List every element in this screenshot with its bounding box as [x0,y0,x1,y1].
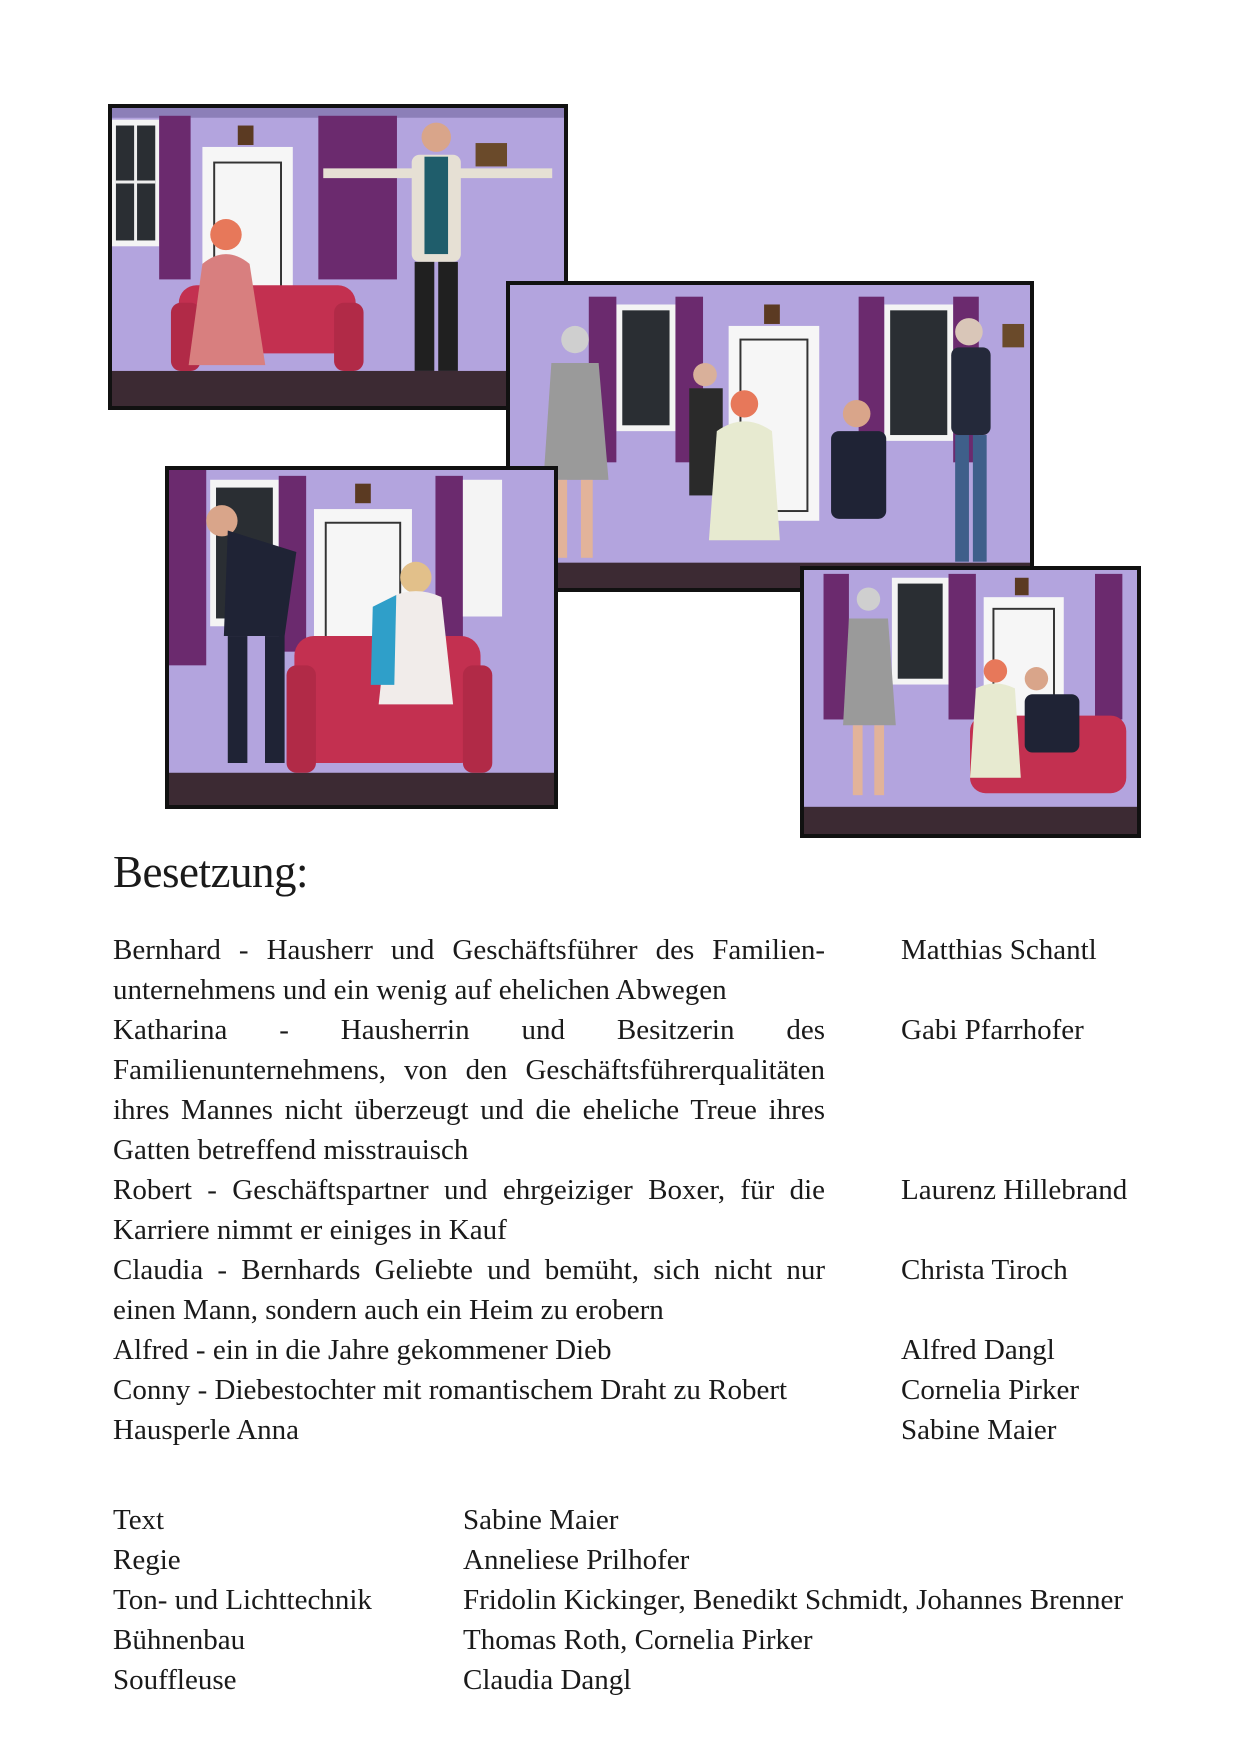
role-description: Bernhard - Hausherr und Geschäftsführer des Familien-unternehmens und ein wenig auf ehelichen Abwegen [113,934,825,1006]
actor-name: Laurenz Hillebrand [901,1174,1128,1206]
credit-names: Sabine Maier [463,1504,619,1536]
scene-photo-2 [506,281,1034,592]
credit-label: Regie [113,1544,181,1576]
role-description: Hausperle Anna [113,1414,300,1446]
actor-name: Alfred Dangl [901,1334,1055,1366]
role-description: Robert - Geschäftspartner und ehrgeiziger Boxer, für die Karriere nimmt er einiges in Kauf [113,1174,825,1246]
role-description: Claudia - Bernhards Geliebte und bemüht, sich nicht nur einen Mann, sondern auch ein Heim zu erobern [113,1254,825,1326]
scene-photo-3 [165,466,558,809]
credit-names: Anneliese Prilhofer [463,1544,690,1576]
credit-label: Ton- und Lichttechnik [113,1584,372,1616]
actor-name: Christa Tiroch [901,1254,1068,1286]
credit-label: Text [113,1504,165,1536]
credit-names: Fridolin Kickinger, Benedikt Schmidt, Johannes Brenner [463,1584,1124,1616]
scene-photo-4 [800,566,1141,838]
credit-label: Bühnenbau [113,1624,246,1656]
role-description: Alfred - ein in die Jahre gekommener Dieb [113,1334,612,1366]
credit-names: Thomas Roth, Cornelia Pirker [463,1624,813,1656]
credit-label: Souffleuse [113,1664,237,1696]
role-description: Conny - Diebestochter mit romantischem Draht zu Robert [113,1374,788,1406]
actor-name: Gabi Pfarrhofer [901,1014,1084,1046]
actor-name: Matthias Schantl [901,934,1097,966]
cast-heading: Besetzung: [113,847,308,897]
credit-names: Claudia Dangl [463,1664,632,1696]
actor-name: Cornelia Pirker [901,1374,1079,1406]
scene-photo-1 [108,104,568,410]
role-description: Katharina - Hausherrin und Besitzerin des Familienunternehmens, von den Geschäftsführerqualitäten ihres Mannes nicht überzeugt und die eheliche Treue ihres Gatten betreffend misstrauisch [113,1014,825,1166]
actor-name: Sabine Maier [901,1414,1057,1446]
